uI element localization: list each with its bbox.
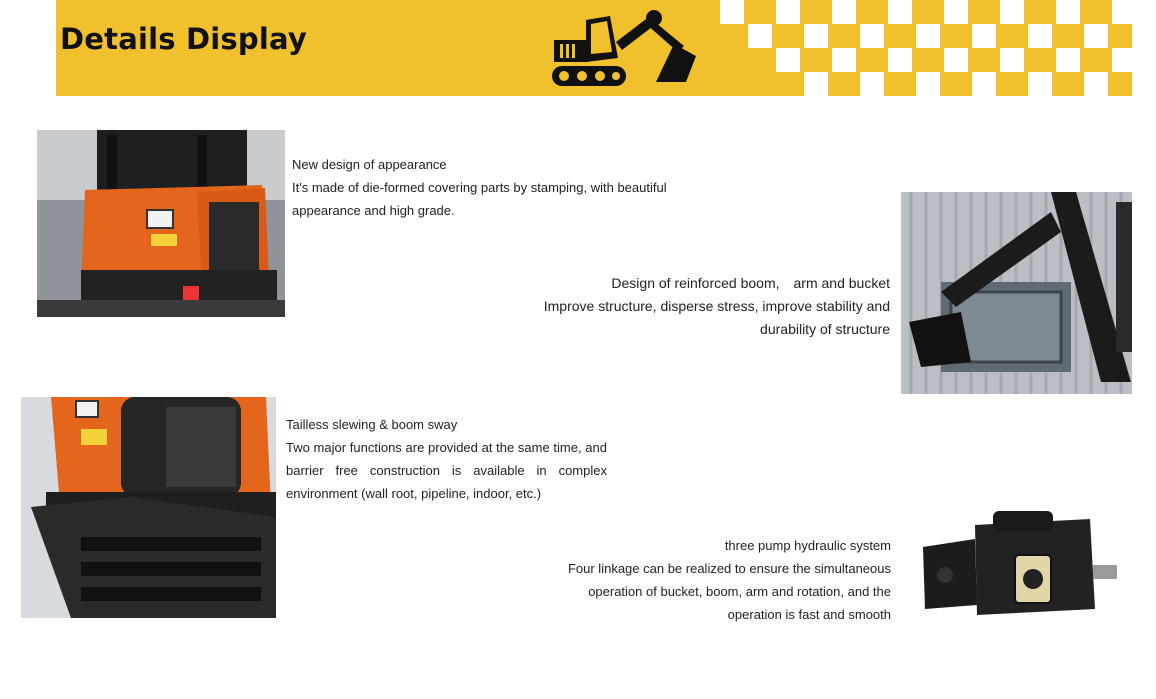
orange-excavator-rear-photo [37,130,285,317]
feature-boom-text [530,272,890,341]
feature-line: barrier free construction is available in complex [286,463,607,478]
feature-line: operation is fast and smooth [727,607,891,622]
feature-line: environment (wall root, pipeline, indoor, etc.) [286,486,542,501]
header-banner [56,0,1132,96]
feature-line: appearance and high grade. [292,203,455,218]
excavator-icon [550,6,700,90]
feature-line: Improve structure, disperse stress, improve stability and [543,298,890,314]
feature-heading: Tailless slewing & boom sway [286,417,458,432]
feature-line: Two major functions are provided at the same time, and [286,440,607,455]
feature-line: It's made of die-formed covering parts by stamping, with beautiful [292,180,667,195]
checker-pattern [720,0,1132,96]
feature-line: Four linkage can be realized to ensure the simultaneous [567,561,891,576]
feature-hydraulic-text [540,534,891,626]
feature-heading: three pump hydraulic system [724,538,891,553]
excavator-boom-arm-photo [901,192,1132,394]
feature-heading: Design of reinforced boom, arm and bucket [611,275,890,291]
hydraulic-pump-photo [915,505,1120,625]
excavator-crawler-photo [21,397,276,618]
page-title: Details Display [60,22,307,56]
feature-line: durability of structure [760,321,890,337]
feature-line: operation of bucket, boom, arm and rotation, and the [588,584,891,599]
feature-heading: New design of appearance [292,157,447,172]
feature-appearance-text [292,153,667,222]
feature-slewing-text [286,413,607,505]
